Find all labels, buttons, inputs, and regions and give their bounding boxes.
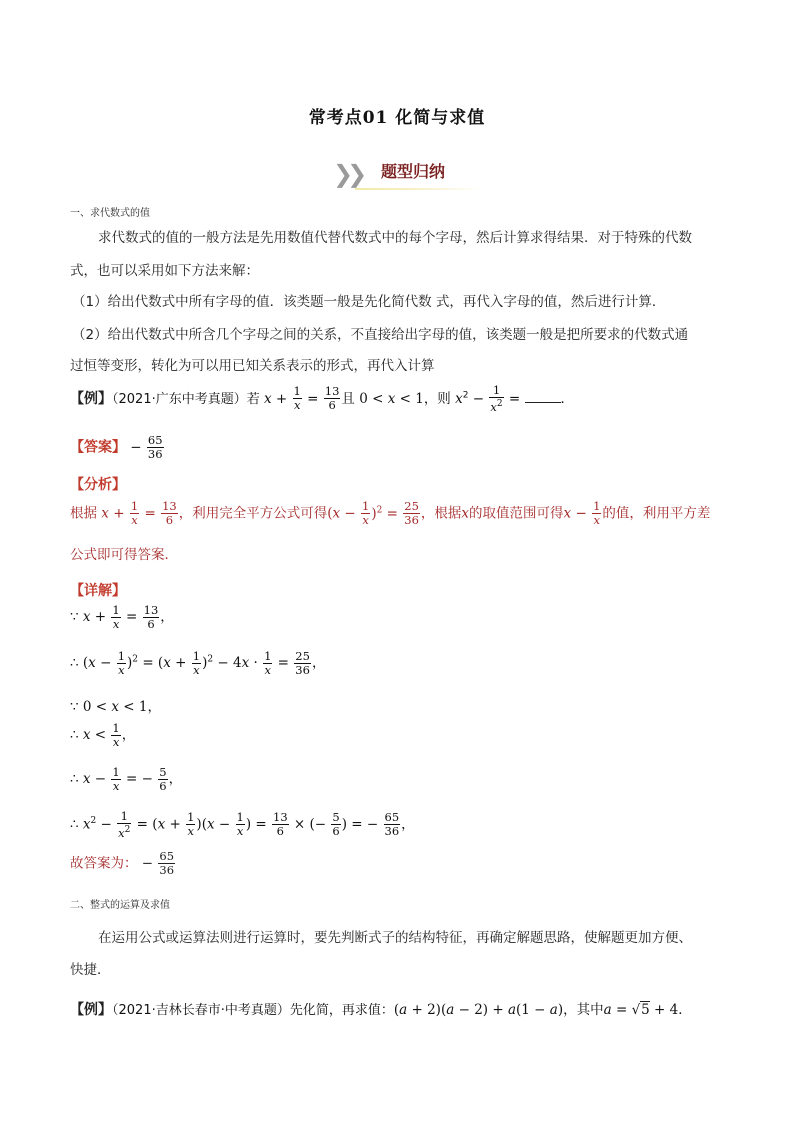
banner-underline (355, 188, 483, 190)
analysis-t5: 的值，利用平方差 (602, 505, 711, 522)
analysis-t3: ，根据 (420, 505, 462, 522)
section1-intro-cont: 式，也可以采用如下方法来解： (70, 263, 259, 279)
math-x: x (264, 390, 272, 407)
detail-final-label: 故答案为： (70, 855, 138, 872)
example2-tag: 【例】 (70, 1002, 112, 1018)
section2-intro-cont: 快捷． (70, 962, 111, 978)
section1-item2-cont: 过恒等变形，转化为可以用已知关系表示的形式，再代入计算 (70, 358, 435, 374)
answer-line: 【答案】 − $\frac{65}{36}$ (70, 433, 163, 461)
banner-label: 题型归纳 (381, 162, 446, 181)
example1-end: ． (560, 390, 575, 407)
detail-step5: ∴ x − $\frac{1}{x}$ = − $\frac{5}{6}$ ， (70, 765, 183, 793)
example1-mid: 且 (341, 390, 355, 407)
analysis-t1: 根据 (70, 505, 97, 522)
section1-item2: （2）给出代数式中所含几个字母之间的关系，不直接给出字母的值，该类题一般是把所要求的代数式通 (72, 327, 689, 343)
example1-line: 【例】（2021·广东中考真题）若 x + $\frac{1}{x}$ = $\frac{13}{6}$ 且 0 < x < 1，则 $x^2$ − $\frac{1}{x^2}$ = ． (70, 383, 575, 414)
analysis-t4: 的取值范围可得 (469, 505, 564, 522)
detail-step4: ∴ x < $\frac{1}{x}$ ， (70, 721, 136, 749)
detail-step2: ∴ (x − $\frac{1}{x}$ )$^2$ = (x + $\frac{1}{x}$ )$^2$ − 4x · $\frac{1}{x}$ = $\frac{25}{36}$ ， (70, 649, 326, 677)
example1-tag: 【例】 (70, 390, 112, 407)
section1-intro: 求代数式的值的一般方法是先用数值代替代数式中的每个字母，然后计算求得结果．对于特殊的代数 (98, 230, 692, 246)
example2-line: 【例】（2021·吉林长春市·中考真题）先化简，再求值：(a + 2)(a − 2) + a(1 − a)，其中a = √5 + 4． (70, 1002, 692, 1018)
section2-heading: 二、整式的运算及求值 (70, 900, 170, 911)
detail-step3: ∵ 0 < x < 1， (70, 699, 161, 715)
section-banner (333, 156, 483, 192)
section1-heading: 一、求代数式的值 (70, 208, 150, 219)
section1-item1: （1）给出代数式中所有字母的值．该类题一般是先化简代数 式，再代入字母的值，然后进行计算． (72, 294, 666, 310)
detail-step6: ∴ $x^2$ − $\frac{1}{x^2}$ = (x + $\frac{1}{x}$ )(x − $\frac{1}{x}$ ) = $\frac{13}{6}$ × (− $\frac{5}{6}$ ) = − $\frac{65}{36}$ ， (70, 809, 415, 840)
analysis-t2: ，利用完全平方公式可得 (178, 505, 328, 522)
answer-blank (525, 390, 561, 403)
example1-then: ，则 (423, 390, 451, 407)
double-chevron-icon: ❯❯ (333, 160, 362, 188)
detail-step1: ∵ x + $\frac{1}{x}$ = $\frac{13}{6}$ ， (70, 603, 174, 631)
detail-final: 故答案为： − $\frac{65}{36}$ (70, 849, 175, 877)
detail-tag: 【详解】 (70, 583, 126, 599)
analysis-line2: 公式即可得答案． (70, 547, 178, 563)
section2-intro: 在运用公式或运算法则进行运算时，要先判断式子的结构特征，再确定解题思路，使解题更加方便、 (98, 930, 692, 946)
page-title: 常考点01 化简与求值 (308, 108, 486, 128)
analysis-line1: 根据 x + $\frac{1}{x}$ = $\frac{13}{6}$ ，利用完全平方公式可得(x − $\frac{1}{x}$ )$^2$ = $\frac{25}{36}$ ，根据x的取值范围可得x − $\frac{1}{x}$ 的值，利用平方差 (70, 499, 711, 527)
answer-tag: 【答案】 (70, 439, 126, 456)
example2-where: ，其中 (563, 1002, 604, 1018)
analysis-tag: 【分析】 (70, 477, 126, 493)
example2-source: （2021·吉林长春市·中考真题）先化简，再求值： (112, 1003, 394, 1018)
example1-source: （2021·广东中考真题）若 (112, 391, 260, 407)
